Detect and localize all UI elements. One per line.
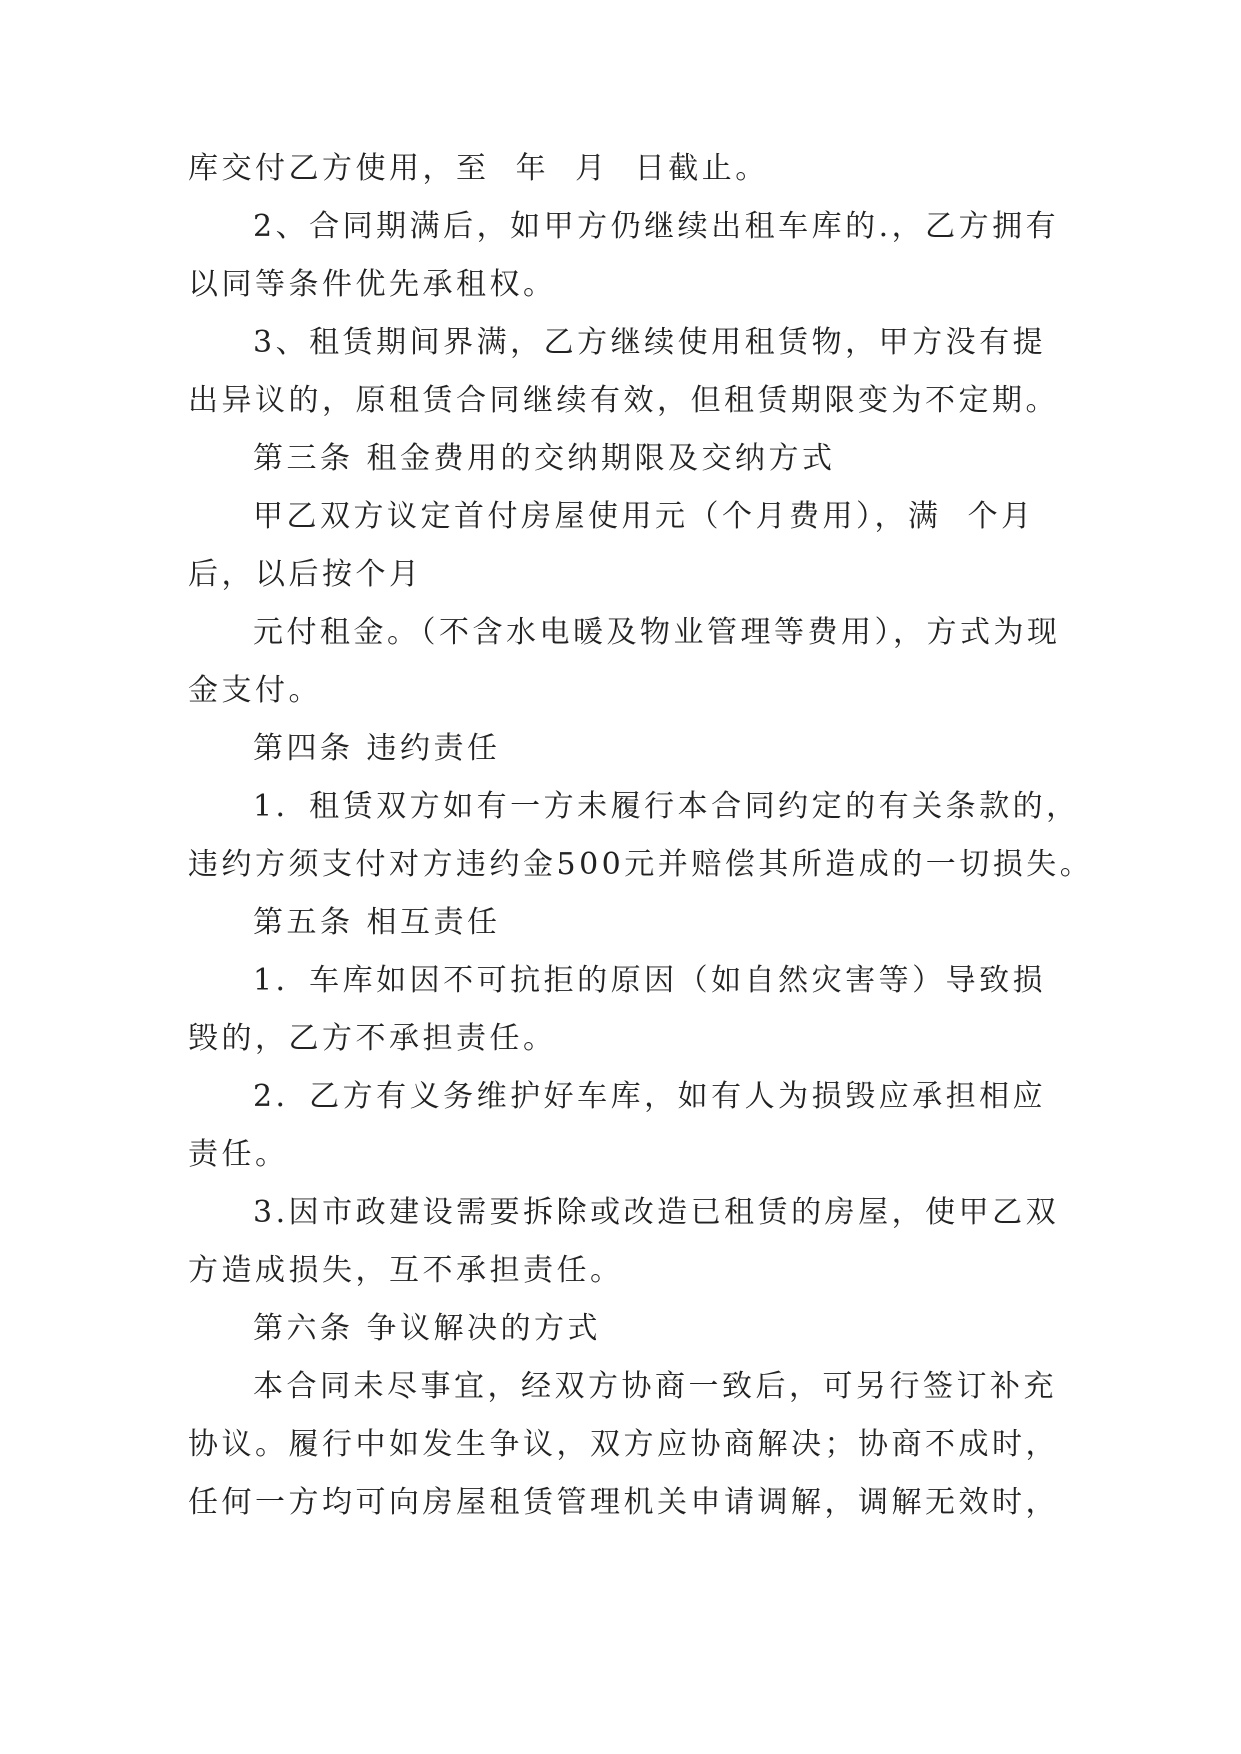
- section-heading: 第六条 争议解决的方式: [253, 1311, 602, 1346]
- text-line: 后，以后按个月: [188, 557, 423, 592]
- text-line: 2．乙方有义务维护好车库，如有人为损毁应承担相应: [253, 1079, 1047, 1114]
- section-heading: 第三条 租金费用的交纳期限及交纳方式: [253, 441, 836, 476]
- text-line: 以同等条件优先承租权。: [188, 267, 557, 302]
- text-line: 元付租金。（不含水电暖及物业管理等费用），方式为现: [253, 615, 1061, 650]
- text-line: 任何一方均可向房屋租赁管理机关申请调解，调解无效时，: [188, 1485, 1059, 1520]
- text-line: 责任。: [188, 1137, 289, 1172]
- section-heading: 第五条 相互责任: [253, 905, 501, 940]
- section-heading: 第四条 违约责任: [253, 731, 501, 766]
- text-line: 1．租赁双方如有一方未履行本合同约定的有关条款的，: [253, 789, 1080, 824]
- text-line: 库交付乙方使用，至 年 月 日截止。: [188, 151, 769, 186]
- text-line: 本合同未尽事宜，经双方协商一致后，可另行签订补充: [253, 1369, 1057, 1404]
- text-line: 毁的，乙方不承担责任。: [188, 1021, 557, 1056]
- text-line: 3、租赁期间界满，乙方继续使用租赁物，甲方没有提: [253, 325, 1047, 360]
- text-line: 3.因市政建设需要拆除或改造已租赁的房屋，使甲乙双: [253, 1195, 1060, 1230]
- text-line: 2、合同期满后，如甲方仍继续出租车库的.，乙方拥有: [253, 209, 1060, 244]
- text-line: 1．车库如因不可抗拒的原因（如自然灾害等）导致损: [253, 963, 1047, 998]
- text-line: 协议。履行中如发生争议，双方应协商解决；协商不成时，: [188, 1427, 1059, 1462]
- text-line: 违约方须支付对方违约金500元并赔偿其所造成的一切损失。: [188, 847, 1094, 882]
- text-line: 出异议的，原租赁合同继续有效，但租赁期限变为不定期。: [188, 383, 1059, 418]
- text-line: 方造成损失，互不承担责任。: [188, 1253, 624, 1288]
- text-line: 金支付。: [188, 673, 322, 708]
- text-line: 甲乙双方议定首付房屋使用元（个月费用），满 个月: [253, 499, 1035, 534]
